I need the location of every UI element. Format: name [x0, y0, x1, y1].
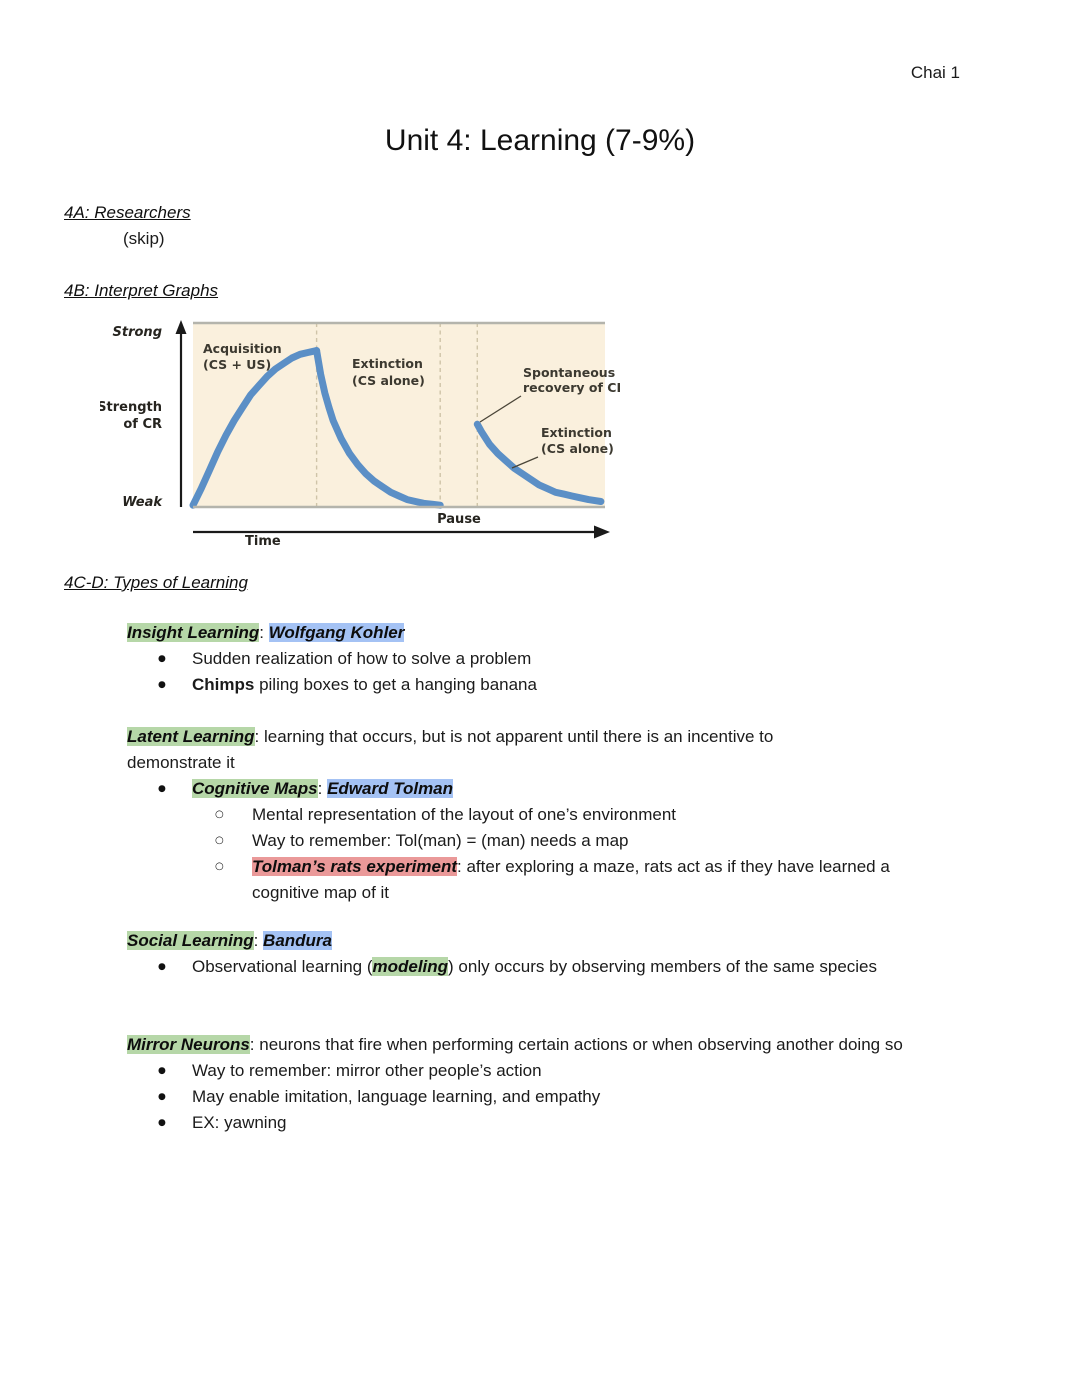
acquisition-label-line2: (CS + US) — [203, 357, 272, 372]
bullet-icon: ● — [158, 654, 166, 664]
mirror-term-highlight: Mirror Neurons — [127, 1035, 250, 1054]
topic-social-learning — [127, 928, 908, 980]
separator: : — [259, 623, 269, 642]
recovery-label-line2: recovery of CR — [523, 380, 620, 395]
bullet-text: Way to remember: mirror other people’s action — [192, 1061, 542, 1080]
separator: : — [253, 931, 264, 950]
y-axis-top-label: Strong — [112, 325, 162, 340]
acquisition-label-line1: Acquisition — [203, 341, 282, 356]
list-item — [127, 802, 894, 828]
insight-term-line — [127, 620, 537, 646]
extinction2-label-line2: (CS alone) — [541, 441, 614, 456]
list-item — [127, 1058, 942, 1084]
recovery-label-line1: Spontaneous — [523, 365, 616, 380]
bullet-icon: ● — [158, 1092, 166, 1102]
x-axis-title: Time — [245, 534, 281, 548]
list-item — [127, 646, 537, 672]
list-item — [127, 672, 537, 698]
bullet-text: Observational learning (modeling) only occurs by observing members of the same species — [192, 957, 878, 976]
cognitive-maps-highlight: Cognitive Maps — [192, 779, 318, 798]
section-4a-note: (skip) — [123, 229, 165, 248]
bullet-text: Way to remember: Tol(man) = (man) needs a map — [252, 831, 629, 850]
insight-term-highlight: Insight Learning — [127, 623, 260, 642]
separator: : — [317, 779, 328, 798]
section-heading-4b: 4B: Interpret Graphs — [64, 281, 219, 300]
hollow-bullet-icon: ○ — [215, 809, 224, 820]
hollow-bullet-icon: ○ — [215, 835, 224, 846]
conditioning-graph-figure — [100, 316, 620, 548]
topic-mirror-neurons — [127, 1032, 942, 1136]
bullet-icon: ● — [158, 680, 166, 690]
conditioning-graph-svg — [100, 316, 620, 548]
topic-insight-learning — [127, 620, 537, 698]
bullet-icon: ● — [158, 784, 166, 794]
list-item — [127, 1110, 942, 1136]
y-axis-title-line1: Strength — [100, 400, 162, 415]
list-item — [127, 854, 894, 906]
extinction1-label-line1: Extinction — [352, 356, 423, 371]
rats-experiment-highlight: Tolman’s rats experiment — [252, 857, 458, 876]
bullet-text: Sudden realization of how to solve a problem — [192, 649, 532, 668]
bullet-text: Chimps piling boxes to get a hanging banana — [192, 675, 537, 694]
list-item — [127, 828, 894, 854]
bullet-text: Mental representation of the layout of one’s environment — [252, 805, 677, 824]
hollow-bullet-icon: ○ — [215, 861, 224, 872]
bullet-text — [192, 776, 453, 802]
modeling-highlight: modeling — [372, 957, 449, 976]
mirror-definition: Mirror Neurons: neurons that fire when performing certain actions or when observing another doing so — [127, 1035, 903, 1054]
section-heading-4a: 4A: Researchers — [64, 203, 191, 222]
bullet-icon: ● — [158, 962, 166, 972]
insight-person-highlight: Wolfgang Kohler — [268, 623, 405, 642]
document-title: Unit 4: Learning (7-9%) — [384, 124, 696, 157]
x-axis-arrowhead-icon — [594, 526, 610, 539]
list-item — [127, 954, 908, 980]
page-number: Chai 1 — [910, 63, 960, 82]
tolman-highlight: Edward Tolman — [327, 779, 454, 798]
latent-term-highlight: Latent Learning — [127, 727, 255, 746]
social-term-highlight: Social Learning — [127, 931, 254, 950]
bullet-text: EX: yawning — [192, 1113, 287, 1132]
list-item — [127, 1084, 942, 1110]
topic-latent-learning — [127, 724, 894, 906]
chimps-bold: Chimps — [192, 675, 255, 694]
section-heading-4cd: 4C-D: Types of Learning — [64, 573, 248, 592]
latent-definition: Latent Learning: learning that occurs, but is not apparent until there is an incentive to demonstrate it — [127, 727, 779, 772]
pause-label: Pause — [437, 512, 481, 527]
list-item — [127, 776, 894, 802]
extinction1-label-line2: (CS alone) — [352, 373, 425, 388]
bullet-text: Tolman’s rats experiment: after exploring a maze, rats act as if they have learned a cognitive map of it — [252, 857, 895, 902]
bullet-text: May enable imitation, language learning, and empathy — [192, 1087, 601, 1106]
bullet-icon: ● — [158, 1118, 166, 1128]
y-axis-arrowhead-icon — [176, 320, 187, 334]
y-axis-title-line2: of CR — [123, 417, 162, 432]
bullet-icon: ● — [158, 1066, 166, 1076]
extinction2-label-line1: Extinction — [541, 425, 612, 440]
y-axis-bottom-label: Weak — [122, 495, 162, 510]
social-term-line — [127, 928, 908, 954]
bandura-highlight: Bandura — [263, 931, 333, 950]
